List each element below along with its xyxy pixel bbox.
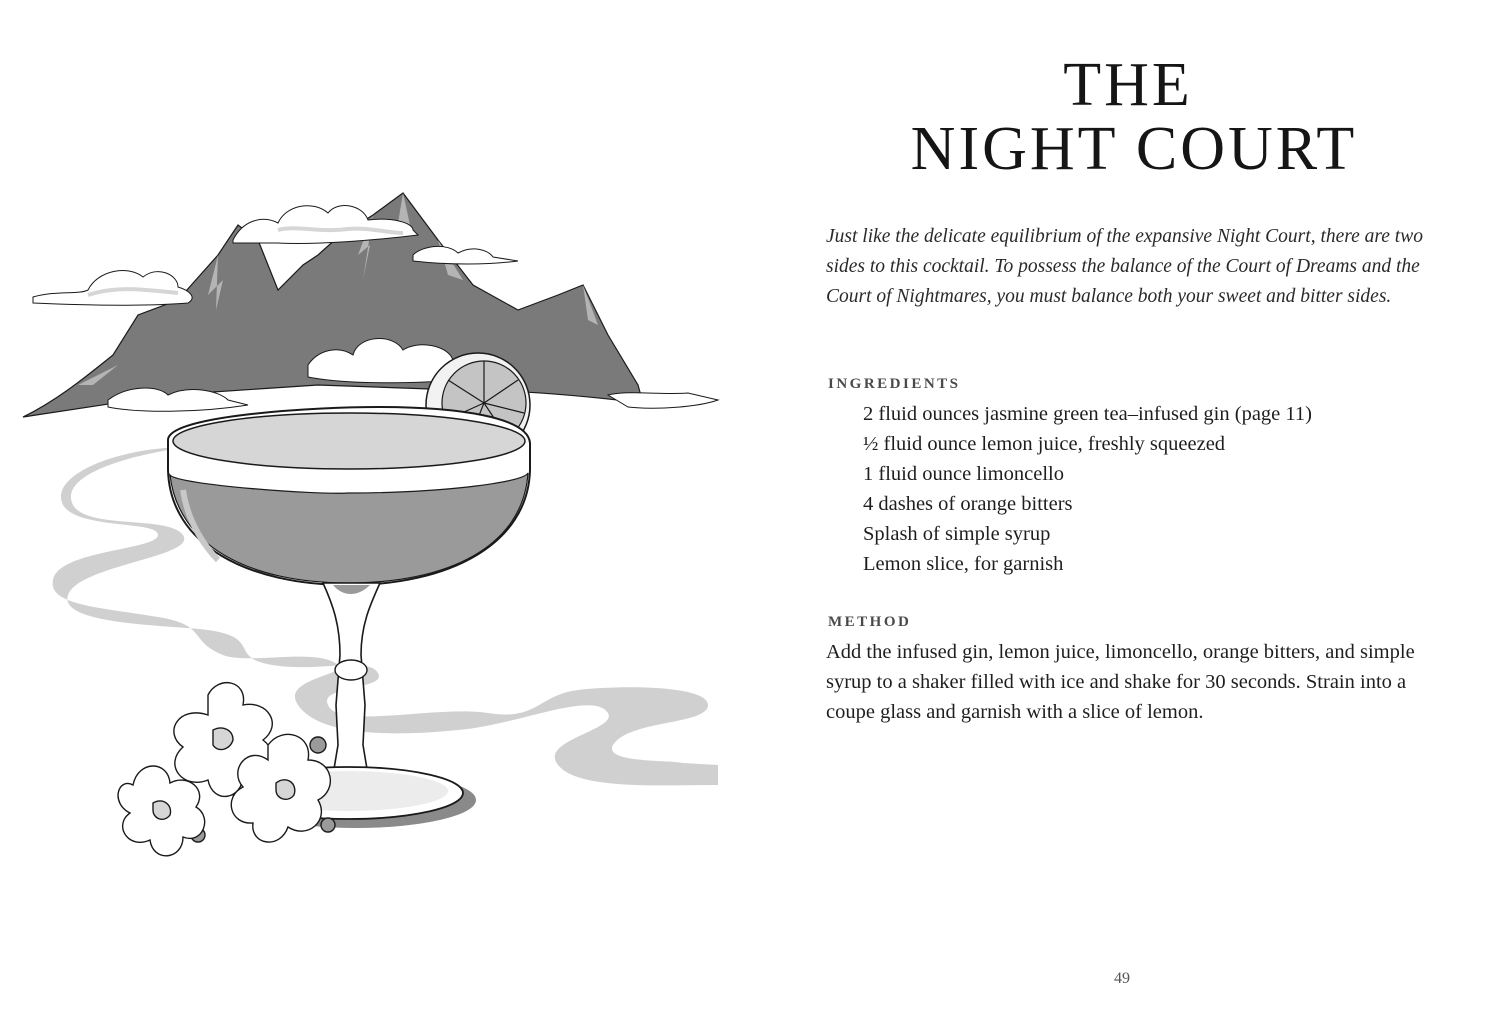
ingredient-item: 4 dashes of orange bitters	[863, 493, 1073, 515]
cocktail-illustration	[18, 185, 723, 885]
ingredients-heading: INGREDIENTS	[828, 376, 961, 392]
ingredient-item: 1 fluid ounce limoncello	[863, 463, 1064, 485]
ingredient-item: Splash of simple syrup	[863, 523, 1051, 545]
method-heading: METHOD	[828, 614, 912, 630]
page-number: 49	[1114, 970, 1130, 987]
ingredient-list	[863, 399, 1312, 579]
ingredient-item: ½ fluid ounce lemon juice, freshly squeezed	[863, 433, 1226, 455]
ingredient-item: 2 fluid ounces jasmine green tea–infused gin (page 11)	[863, 403, 1312, 425]
method-text: Add the infused gin, lemon juice, limoncello, orange bitters, and simple syrup to a shaker filled with ice and shake for 30 seconds. Strain into a coupe glass and garnish with a slice of lemon.	[826, 641, 1415, 723]
cocktail-illustration-svg	[18, 185, 723, 885]
recipe-title-line-1: THE	[1063, 51, 1193, 119]
recipe-page	[826, 0, 1446, 1035]
recipe-intro: Just like the delicate equilibrium of the expansive Night Court, there are two sides to this cocktail. To possess the balance of the Court of Dreams and the Court of Nightmares, you must balance both your sweet and bitter sides.	[826, 226, 1423, 307]
ingredient-item: Lemon slice, for garnish	[863, 553, 1064, 575]
recipe-title-line-2: NIGHT COURT	[910, 115, 1358, 183]
